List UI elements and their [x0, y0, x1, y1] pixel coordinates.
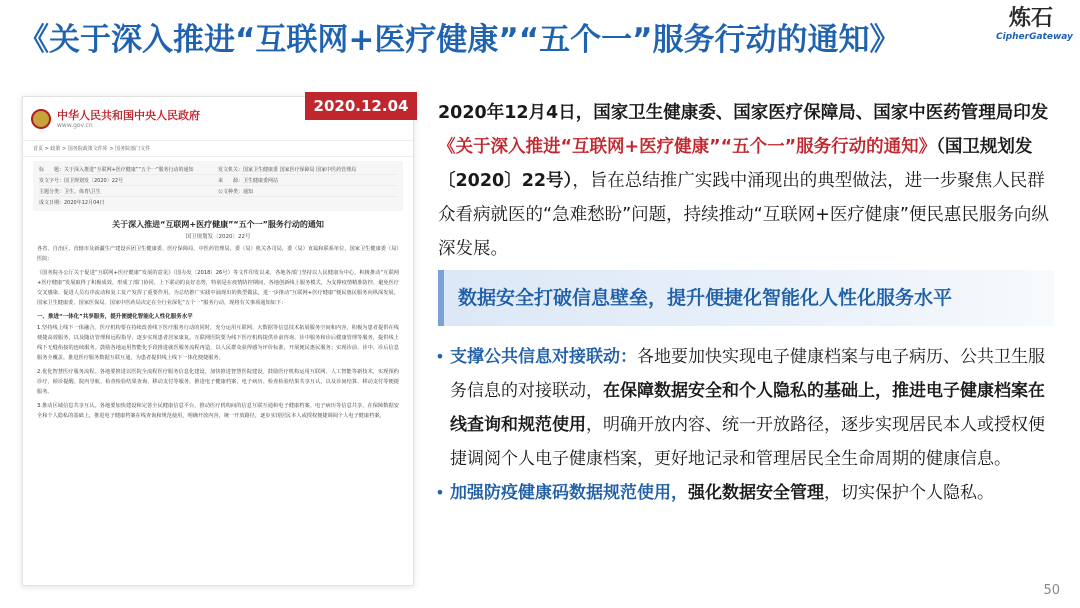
bullet-lead: 支撑公共信息对接联动：: [450, 347, 637, 367]
brand-logo: [996, 6, 1073, 42]
bullet-dot-icon: •: [435, 347, 445, 366]
slide-title: 《关于深入推进“互联网+医疗健康”“五个一”服务行动的通知》: [18, 22, 901, 58]
document-title: 关于深入推进“互联网+医疗健康”“五个一”服务行动的通知: [112, 220, 324, 229]
gov-site-url: www.gov.cn: [57, 121, 93, 129]
document-section-heading: 一、推进“一体化”共享服务，提升便捷化智能化人性化服务水平: [37, 314, 193, 320]
meta-row: [39, 197, 397, 208]
logo-subtitle: CipherGateway: [996, 32, 1073, 42]
logo-mark: 炼石: [1008, 6, 1053, 31]
bullet-bold-text: 强化数据安全管理: [688, 483, 824, 503]
document-recipients: 各省、自治区、直辖市及新疆生产建设兵团卫生健康委、医疗保障局、中医药管理局，委（局）机关各司局，委（局）直属和联系单位，国家卫生健康委（局）医院：: [37, 246, 399, 262]
intro-paragraph: [438, 96, 1053, 266]
meta-cell: 主题分类：卫生、体育\卫生: [39, 188, 101, 195]
meta-row: [39, 186, 397, 197]
document-item: 3.推动区域信息共享互认。各地要加快建设和完善全民健康信息平台，推动医疗机构间的信息互联互通和电子健康档案、电子病历等信息共享，在保障数据安全和个人隐私的基础上，推进电子健康档案在线查询和规范使用，明确开放内容，统一开放路径，逐步实现居民本人或授权便捷调阅个人电子健康档案。: [37, 403, 399, 419]
bullet-list: [430, 340, 1055, 510]
meta-cell: 成文日期：2020年12月04日: [39, 200, 105, 206]
bullet-bold-text: 在保障数据安全和个人隐私的基础上，推进电子健康档案在线查询和规范使用: [450, 381, 1045, 435]
bullet-item: [430, 340, 1055, 476]
banner-text: 数据安全打破信息壁垒，提升便捷化智能化人性化服务水平: [458, 287, 953, 309]
national-emblem-icon: [31, 109, 51, 129]
intro-document-name: 《关于深入推进“互联网+医疗健康”“五个一”服务行动的通知》: [438, 137, 937, 157]
meta-cell: 发文机关：国家卫生健康委 国家医疗保障局 国家中医药管理局: [218, 166, 357, 173]
meta-cell: 公文种类：通知: [218, 188, 254, 195]
meta-cell: 来 源：卫生健康委网站: [218, 177, 279, 184]
section-banner: [438, 270, 1054, 326]
meta-row: [39, 164, 397, 175]
page-number: 50: [1043, 583, 1060, 598]
bullet-body: [450, 476, 1055, 510]
bullet-dot-icon: •: [435, 483, 445, 502]
bullet-text: ，明确开放内容、统一开放路径，逐步实现居民本人或授权便捷调阅个人电子健康档案，更好地记录和管理居民全生命周期的健康信息。: [450, 415, 1045, 469]
document-meta-table: [33, 161, 403, 211]
document-screenshot: [22, 96, 414, 586]
meta-cell: 发文字号：国卫规划发〔2020〕22号: [39, 177, 124, 184]
document-item: 1.坚持线上线下一体融合。医疗机构要在持续改善线下医疗服务行动的同时，充分运用互联网、大数据等信息技术拓展服务空间和内容，积极为患者提供在线便捷高效服务，以及随访管理和远程指导，逐步实现患者居家康复。互联网医院要为线下医疗机构提供诊前咨询、诊中服务和诊后健康管理等服务，提供线上线下无缝衔接的连续服务。鼓励各地运用智能化手段推进就医服务流程再造，以人民群众获得感为评价标准，开展便民惠民服务；实现诊前、诊中、诊后信息服务全覆盖。推进医疗服务数据互联互通，为患者提供线上线下一体化便捷服务。: [37, 325, 399, 361]
meta-row: [39, 175, 397, 186]
bullet-lead: 加强防疫健康码数据规范使用，: [450, 483, 688, 503]
document-number: 国卫规划发〔2020〕22号: [185, 234, 251, 240]
bullet-body: [450, 340, 1055, 476]
breadcrumb: 首页 > 政策 > 国务院政策文件库 > 国务院部门文件: [23, 141, 413, 157]
intro-text: 2020年12月4日，国家卫生健康委、国家医疗保障局、国家中医药管理局印发: [438, 103, 1049, 123]
bullet-item: [430, 476, 1055, 510]
gov-site-name: 中华人民共和国中央人民政府: [57, 108, 200, 122]
intro-document-number: （国卫规划发〔2020〕22号）: [438, 137, 1033, 191]
bullet-text: ，切实保护个人隐私。: [824, 483, 994, 503]
document-item: 2.优化智慧医疗服务流程。各地要推进以医院全流程医疗服务信息化建设，加快推进智慧医院建设。鼓励医疗机构运用互联网、人工智能等新技术，实现预约诊疗、候诊提醒、院内导航、检查检验结果查询、移动支付等服务。推进电子健康档案、电子病历、检查检验结果共享互认，以及诊间结算、移动支付等便捷服务。: [37, 369, 399, 395]
intro-text: ，旨在总结推广实践中涌现出的典型做法，进一步聚焦人民群众看病就医的“急难愁盼”问题，持续推动“互联网+医疗健康”便民惠民服务向纵深发展。: [438, 171, 1049, 259]
date-badge: 2020.12.04: [305, 92, 417, 120]
bullet-text: 各地要加快实现电子健康档案与电子病历、公共卫生服务信息的对接联动，: [450, 347, 1045, 401]
document-paragraph: 《国务院办公厅关于促进“互联网+医疗健康”发展的意见》（国办发〔2018〕26号）等文件印发以来，各地各部门坚持以人民健康为中心，积极推动“互联网+医疗健康”发展取得了积极成效，形成了部门协同、上下联动的良好态势，特别是在疫情防控期间，各地创新线上服务模式，为支撑疫情精准防控、避免医疗交叉感染、促进人员有序流动和复工复产发挥了重要作用。为总结推广实践中涌现出的典型做法，进一步推动“互联网+医疗健康”便民惠民服务向纵深发展，国家卫生健康委、国家医保局、国家中医药局决定在全行业深化“五个一”服务行动，现将有关事项通知如下：: [37, 270, 399, 306]
meta-cell: 标 题：关于深入推进“互联网+医疗健康”“五个一”服务行动的通知: [39, 166, 194, 173]
